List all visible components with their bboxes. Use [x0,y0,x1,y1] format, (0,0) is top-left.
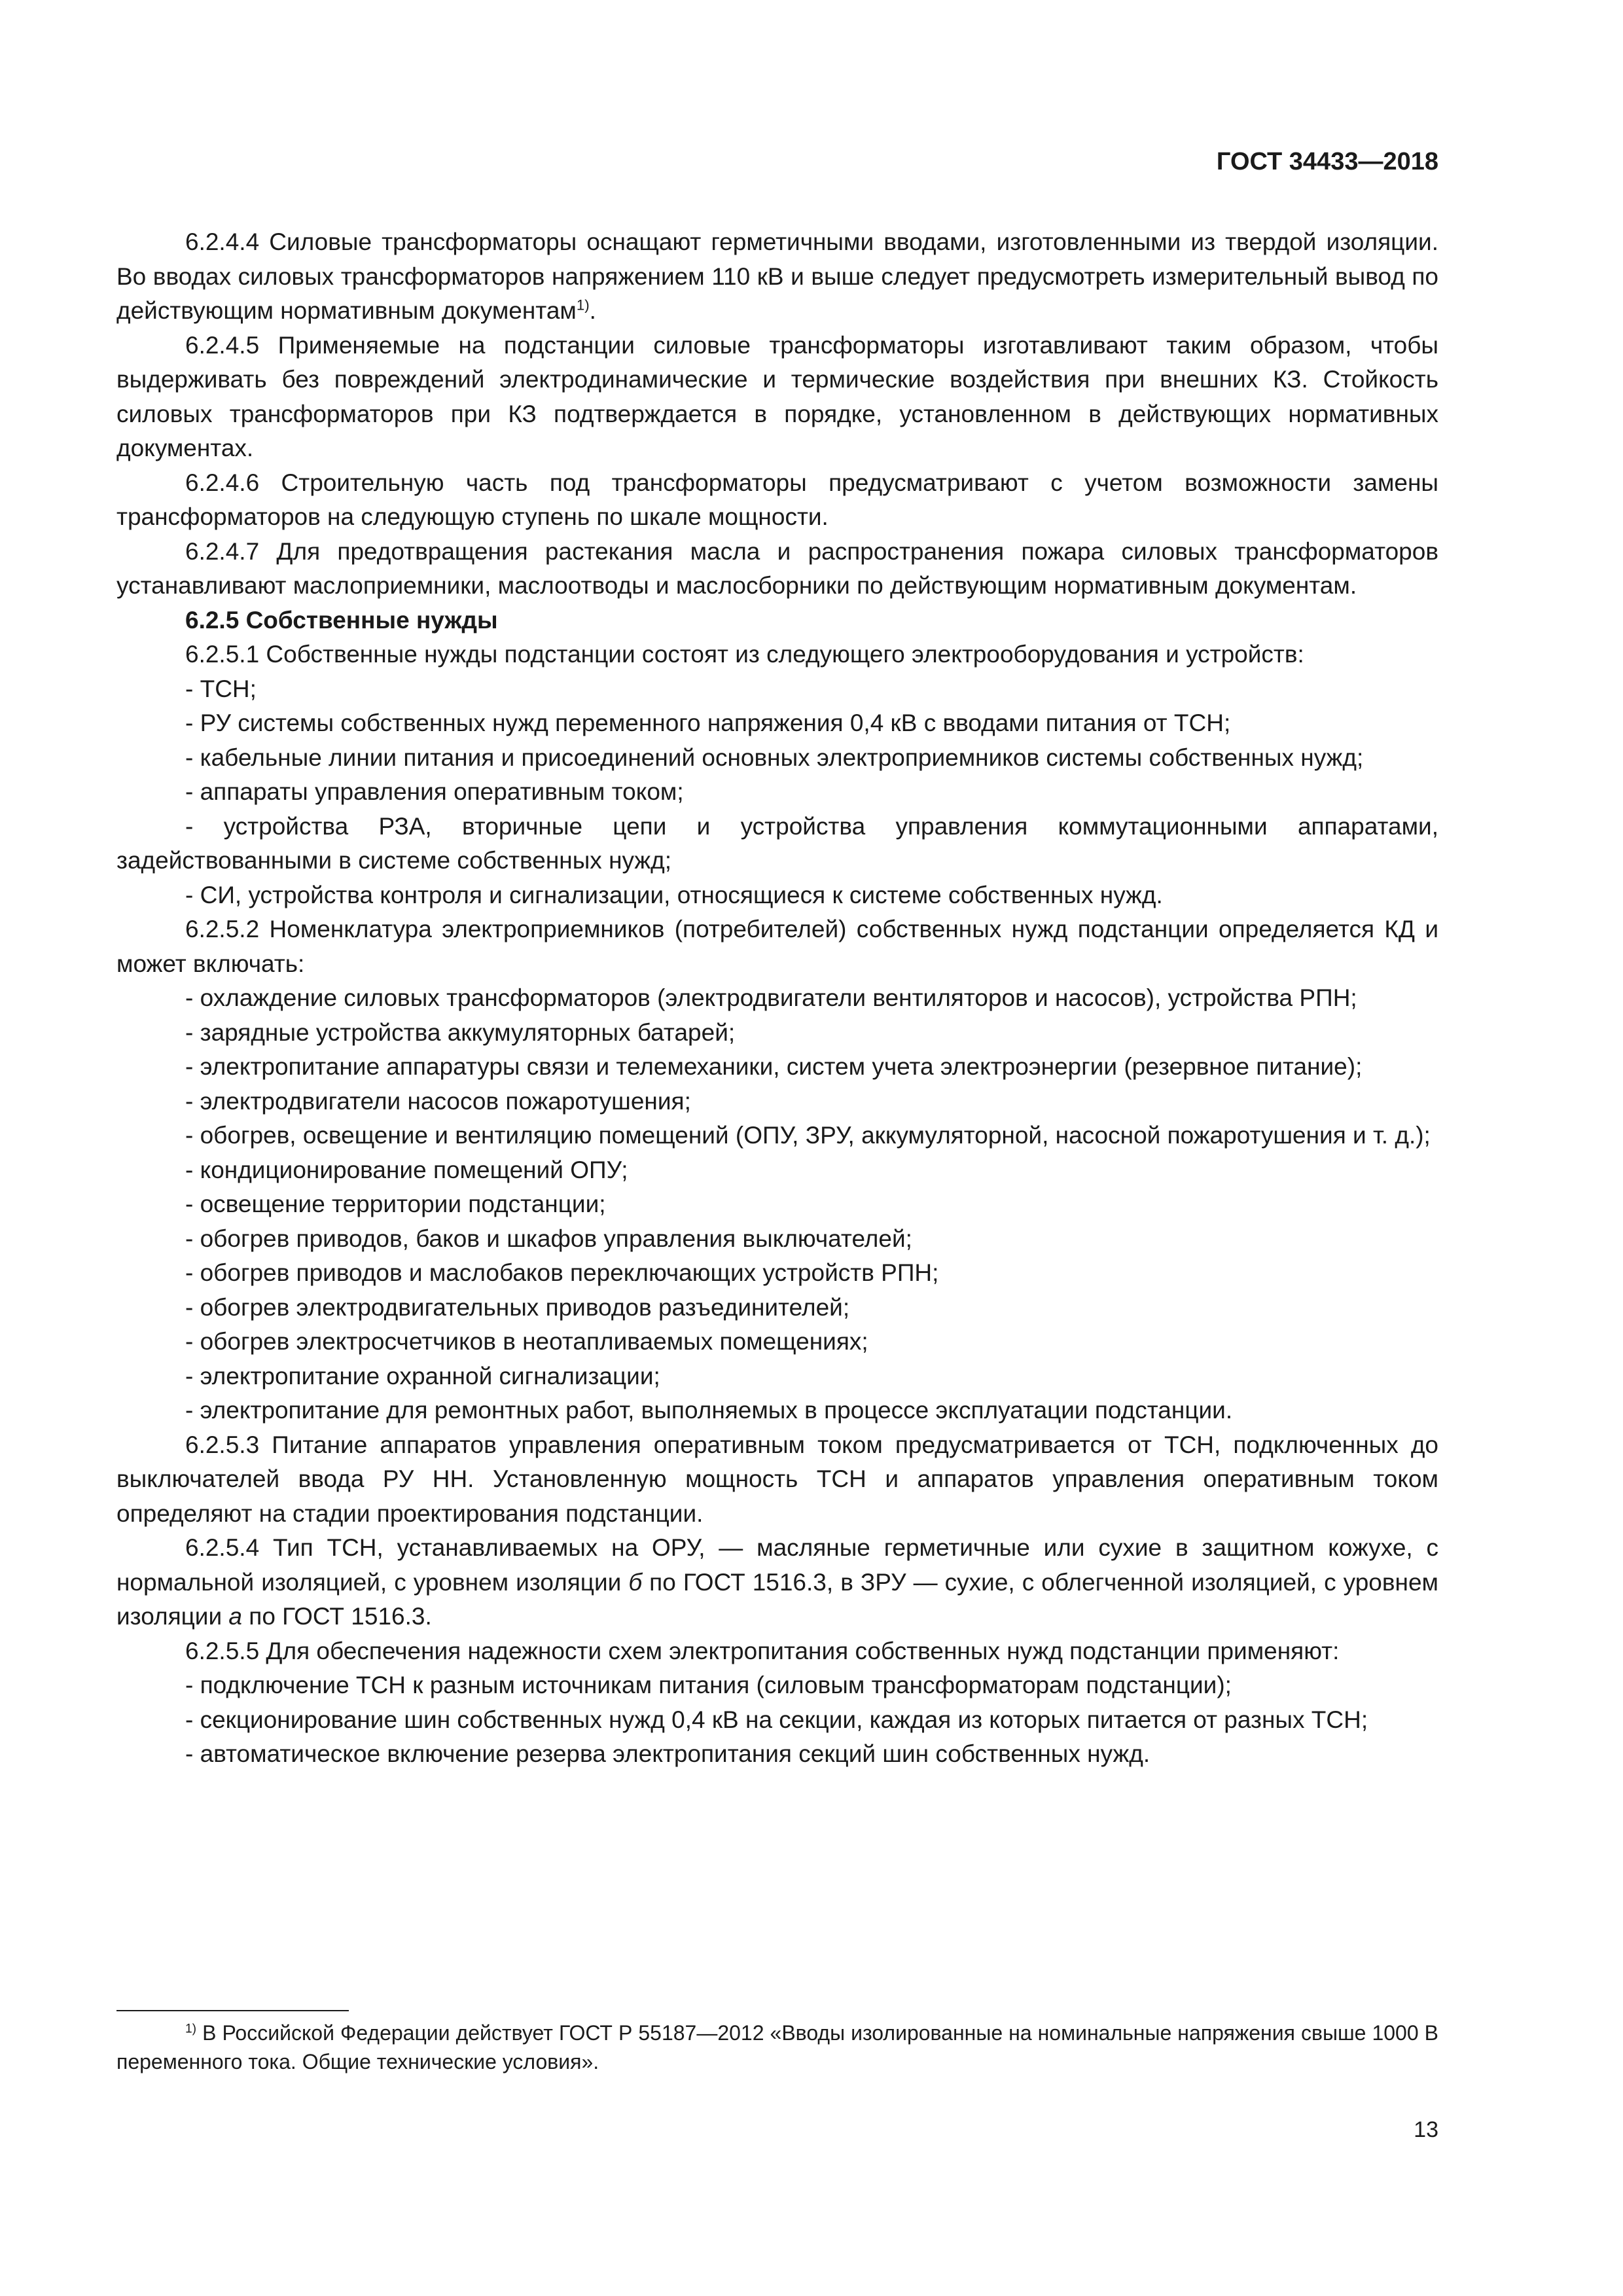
footnote-mark: 1) [185,2022,197,2036]
paragraph-6-2-4-4 [116,225,1438,329]
document-header: ГОСТ 34433—2018 [1216,148,1438,175]
paragraph-6-2-4-6: 6.2.4.6 Строительную часть под трансформаторы предусматривают с учетом возможности замены трансформаторов на следующую ступень по шкале мощности. [116,469,1438,530]
footnote [116,2018,1438,2076]
section-heading-6-2-5: 6.2.5 Собственные нужды [185,606,498,634]
paragraph-6-2-5-3: 6.2.5.3 Питание аппаратов управления оперативным током предусматривается от ТСН, подключенных до выключателей ввода РУ НН. Установленную мощность ТСН и аппаратов управления оперативным током определяют на стадии проектирования подстанции. [116,1431,1438,1527]
document-body [116,225,1438,1772]
footnote-reference[interactable]: 1) [576,296,590,314]
list-item: - ТСН; [185,675,257,702]
list-item: - подключение ТСН к разным источникам питания (силовым трансформаторам подстанции); [185,1672,1232,1698]
list-item: - устройства РЗА, вторичные цепи и устройства управления коммутационными аппаратами, задействованными в системе собственных нужд; [116,812,1438,874]
insulation-level-b: б [628,1568,643,1596]
list-item: - освещение территории подстанции; [185,1191,606,1217]
list-item: - СИ, устройства контроля и сигнализации, относящиеся к системе собственных нужд. [185,881,1163,908]
insulation-level-a: а [228,1603,242,1630]
list-item: - обогрев приводов и маслобаков переключающих устройств РПН; [185,1259,939,1286]
list-item: - кондиционирование помещений ОПУ; [185,1156,628,1183]
paragraph-text: 6.2.5.4 Тип ТСН, устанавливаемых на ОРУ, — масляные герметичные или сухие в защитном кожухе, с нормальной изоляцией, с уровнем изоляции [116,1534,1438,1596]
footnote-body: В Российской Федерации действует ГОСТ Р 55187—2012 «Вводы изолированные на номинальные напряжения свыше 1000 В переменного тока. Общие технические условия». [116,2021,1438,2073]
paragraph-text: по ГОСТ 1516.3, в ЗРУ — сухие, с облегченной изоляцией, с уровнем изоляции [116,1568,1438,1630]
list-item: - секционирование шин собственных нужд 0,4 кВ на секции, каждая из которых питается от разных ТСН; [185,1706,1368,1733]
paragraph-6-2-5-1: 6.2.5.1 Собственные нужды подстанции состоят из следующего электрооборудования и устройств: [185,641,1304,668]
list-item: - автоматическое включение резерва электропитания секций шин собственных нужд. [185,1740,1150,1767]
paragraph-6-2-5-2: 6.2.5.2 Номенклатура электроприемников (потребителей) собственных нужд подстанции определяется КД и может включать: [116,916,1438,977]
footnote-divider [116,2010,349,2011]
paragraph-6-2-5-4 [116,1531,1438,1634]
list-item: - электропитание для ремонтных работ, выполняемых в процессе эксплуатации подстанции. [185,1397,1233,1424]
paragraph-6-2-5-5: 6.2.5.5 Для обеспечения надежности схем электропитания собственных нужд подстанции применяют: [185,1637,1340,1664]
paragraph-text: 6.2.4.4 Силовые трансформаторы оснащают герметичными вводами, изготовленными из твердой изоляции. Во вводах силовых трансформаторов напряжением 110 кВ и выше следует предусмотреть измерительный вывод по действующим нормативным документам [116,228,1438,324]
list-item: - обогрев, освещение и вентиляцию помещений (ОПУ, ЗРУ, аккумуляторной, насосной пожаротушения и т. д.); [185,1122,1431,1149]
footnote-text [116,2018,1438,2076]
list-item: - обогрев электродвигательных приводов разъединителей; [185,1293,850,1321]
list-item: - электропитание охранной сигнализации; [185,1362,660,1390]
list-item: - электропитание аппаратуры связи и телемеханики, систем учета электроэнергии (резервное питание); [185,1053,1363,1080]
document-page [116,0,1438,2296]
list-item: - охлаждение силовых трансформаторов (электродвигатели вентиляторов и насосов), устройства РПН; [185,984,1357,1011]
list-item: - кабельные линии питания и присоединений основных электроприемников системы собственных нужд; [185,744,1364,771]
paragraph-text: по ГОСТ 1516.3. [242,1603,432,1630]
list-item: - РУ системы собственных нужд переменного напряжения 0,4 кВ с вводами питания от ТСН; [185,709,1231,736]
list-item: - обогрев электросчетчиков в неотапливаемых помещениях; [185,1328,868,1355]
list-item: - обогрев приводов, баков и шкафов управления выключателей; [185,1225,912,1252]
paragraph-text: . [589,297,596,324]
list-item: - электродвигатели насосов пожаротушения; [185,1087,691,1115]
paragraph-6-2-4-7: 6.2.4.7 Для предотвращения растекания масла и распространения пожара силовых трансформаторов устанавливают маслоприемники, маслоотводы и маслосборники по действующим нормативным документам. [116,537,1438,599]
paragraph-6-2-4-5: 6.2.4.5 Применяемые на подстанции силовые трансформаторы изготавливают таким образом, чтобы выдерживать без повреждений электродинамические и термические воздействия при внешних КЗ. Стойкость силовых трансформаторов при КЗ подтверждается в порядке, установленном в действующих нормативных документах. [116,331,1438,461]
list-item: - аппараты управления оперативным током; [185,778,684,805]
list-item: - зарядные устройства аккумуляторных батарей; [185,1018,736,1046]
page-number: 13 [1414,2117,1438,2142]
